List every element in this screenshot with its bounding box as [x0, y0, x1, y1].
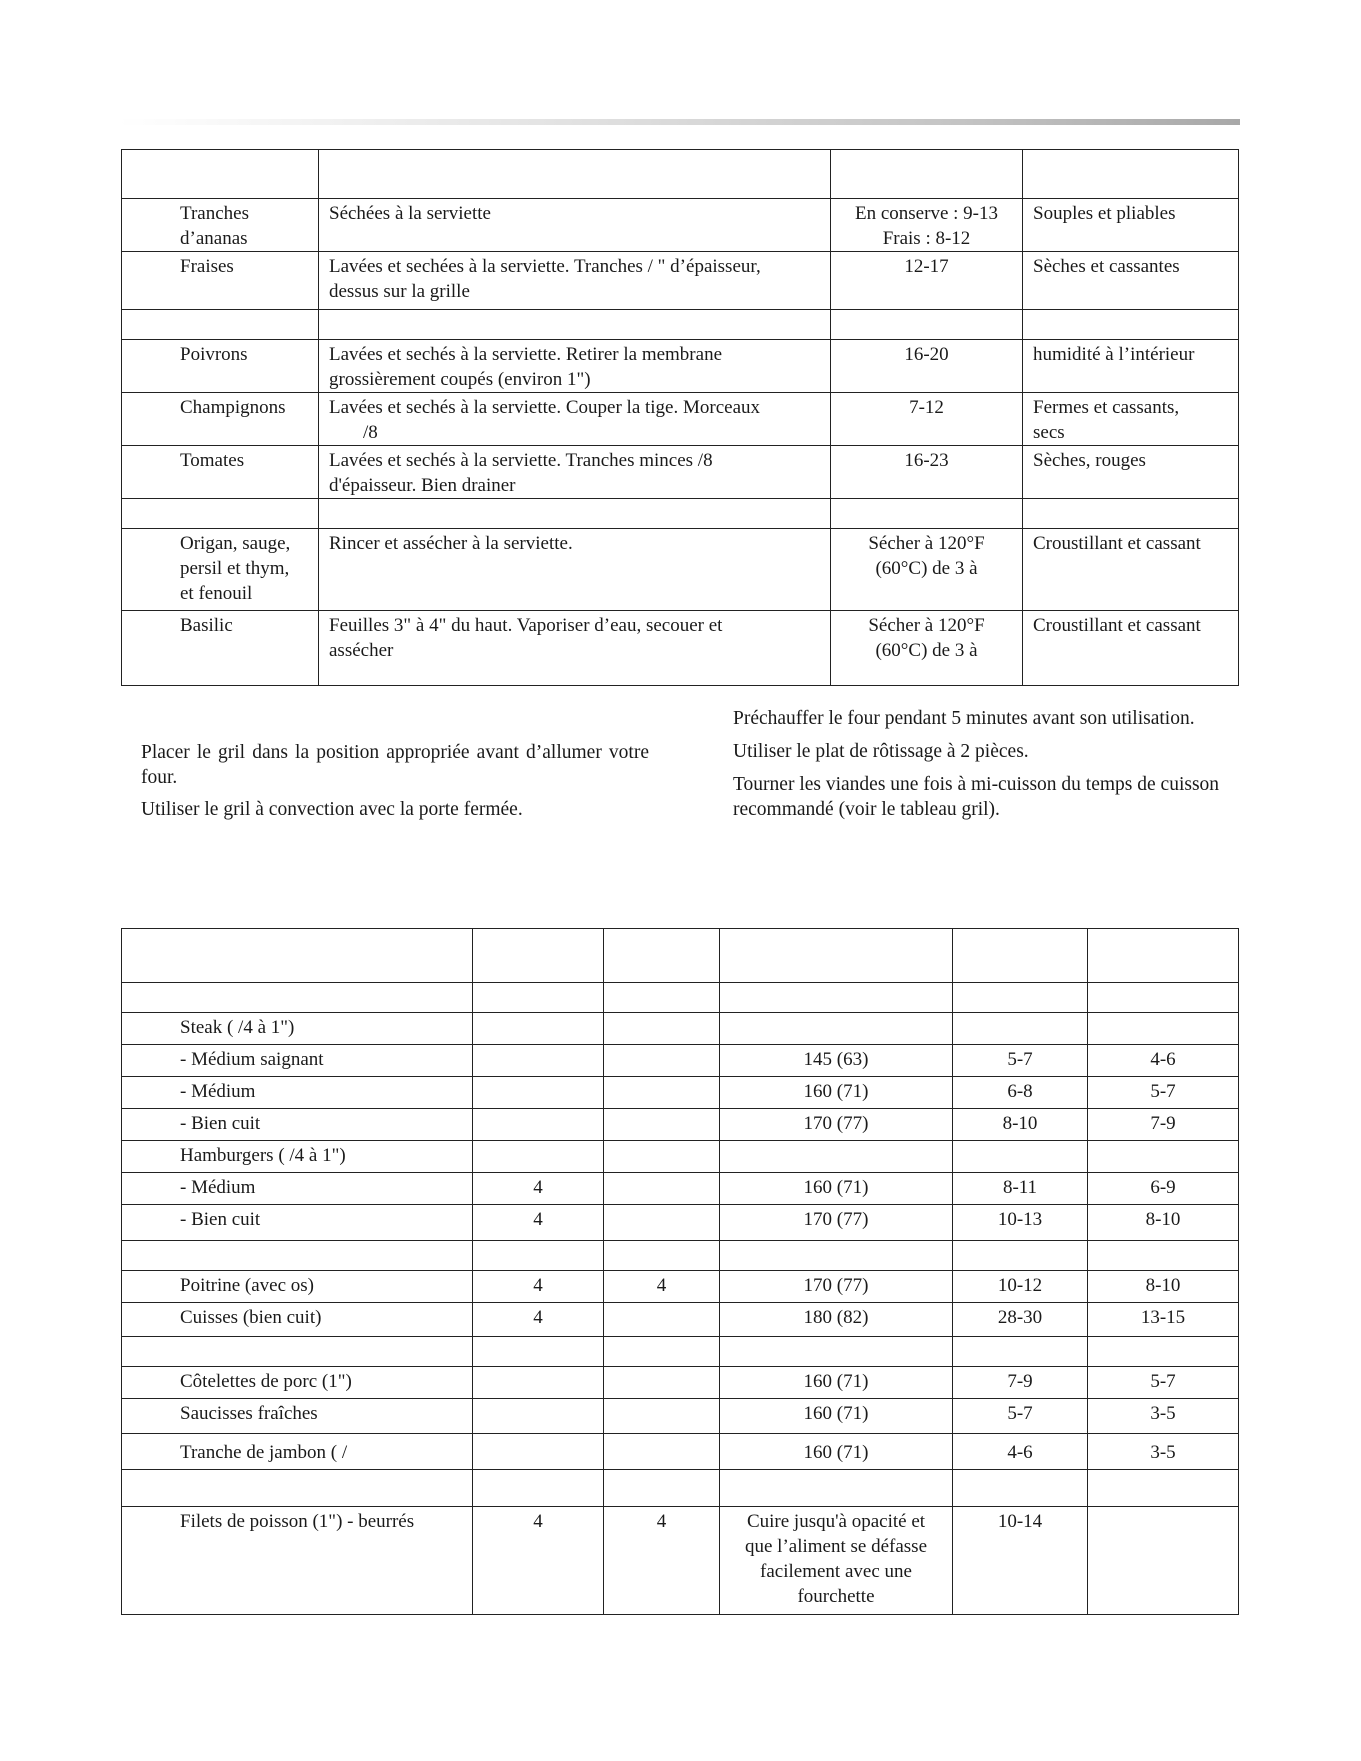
instruction-left-2: Utiliser le gril à convection avec la porte fermée.	[141, 799, 523, 820]
table-row: Steak ( /4 à 1")	[122, 1013, 1239, 1045]
header-cell	[319, 150, 831, 199]
section-row	[122, 1241, 1239, 1271]
time-cell: Sécher à 120°F (60°C) de 3 à	[831, 529, 1023, 611]
drying-table-header-row	[122, 150, 1239, 199]
broil-table	[121, 928, 1239, 1615]
test-cell: Souples et pliables	[1023, 199, 1239, 252]
broil-header-row	[122, 929, 1239, 983]
table-row: Tranche de jambon ( / 160 (71) 4-6 3-5	[122, 1434, 1239, 1470]
top-gradient-rule	[118, 119, 1240, 125]
header-cell	[1023, 150, 1239, 199]
table-row: Cuisses (bien cuit) 4 180 (82) 28-30 13-15	[122, 1303, 1239, 1337]
preparation-cell: Lavées et sechés à la serviette. Retirer la membrane grossièrement coupés (environ 1")	[319, 340, 831, 393]
header-cell	[473, 929, 604, 983]
test-cell: Sèches et cassantes	[1023, 252, 1239, 310]
drying-table	[121, 149, 1239, 686]
preparation-cell: Feuilles 3" à 4" du haut. Vaporiser d’eau, secouer et assécher	[319, 611, 831, 686]
table-row	[122, 393, 1239, 446]
section-row	[122, 310, 1239, 340]
table-row: Filets de poisson (1") - beurrés 4 4 Cuire jusqu'à opacité et que l’aliment se défasse facilement avec une fourchette 10-14	[122, 1507, 1239, 1615]
preparation-cell: Lavées et sechés à la serviette. Couper la tige. Morceaux /8	[319, 393, 831, 446]
preparation-cell: Lavées et sechés à la serviette. Tranches minces /8 d'épaisseur. Bien drainer	[319, 446, 831, 499]
instruction-right-1: Préchauffer le four pendant 5 minutes avant son utilisation.	[733, 708, 1195, 729]
test-cell: Croustillant et cassant	[1023, 611, 1239, 686]
food-cell: Poivrons	[122, 340, 319, 393]
table-row	[122, 446, 1239, 499]
time-cell: 12-17	[831, 252, 1023, 310]
test-cell: Sèches, rouges	[1023, 446, 1239, 499]
table-row: - Médium 160 (71) 6-8 5-7	[122, 1077, 1239, 1109]
test-cell: Croustillant et cassant	[1023, 529, 1239, 611]
table-row: Côtelettes de porc (1") 160 (71) 7-9 5-7	[122, 1367, 1239, 1399]
table-row: - Bien cuit 4 170 (77) 10-13 8-10	[122, 1205, 1239, 1241]
time-cell: En conserve : 9-13 Frais : 8-12	[831, 199, 1023, 252]
table-row	[122, 611, 1239, 686]
preparation-cell: Séchées à la serviette	[319, 199, 831, 252]
instruction-right-2: Utiliser le plat de rôtissage à 2 pièces.	[733, 741, 1029, 762]
food-cell: Origan, sauge, persil et thym, et fenouil	[122, 529, 319, 611]
food-cell: Fraises	[122, 252, 319, 310]
table-row: - Médium saignant 145 (63) 5-7 4-6	[122, 1045, 1239, 1077]
food-cell: Tomates	[122, 446, 319, 499]
header-cell	[122, 150, 319, 199]
section-row	[122, 1470, 1239, 1507]
food-cell: Champignons	[122, 393, 319, 446]
time-cell: Sécher à 120°F (60°C) de 3 à	[831, 611, 1023, 686]
header-cell	[831, 150, 1023, 199]
header-cell	[1088, 929, 1239, 983]
test-cell: humidité à l’intérieur	[1023, 340, 1239, 393]
time-cell: 16-23	[831, 446, 1023, 499]
table-row	[122, 529, 1239, 611]
instruction-right-3: Tourner les viandes une fois à mi-cuisson du temps de cuisson recommandé (voir le tableau gril).	[733, 774, 1220, 820]
table-row: Hamburgers ( /4 à 1")	[122, 1141, 1239, 1173]
food-cell: Tranches d’ananas	[122, 199, 319, 252]
header-cell	[604, 929, 720, 983]
table-row: Saucisses fraîches 160 (71) 5-7 3-5	[122, 1399, 1239, 1434]
header-cell	[122, 929, 473, 983]
section-row	[122, 983, 1239, 1013]
table-row	[122, 340, 1239, 393]
table-row: Poitrine (avec os) 4 4 170 (77) 10-12 8-10	[122, 1271, 1239, 1303]
table-row: - Bien cuit 170 (77) 8-10 7-9	[122, 1109, 1239, 1141]
food-cell: Basilic	[122, 611, 319, 686]
preparation-cell: Rincer et assécher à la serviette.	[319, 529, 831, 611]
preparation-cell: Lavées et sechées à la serviette. Tranches / " d’épaisseur, dessus sur la grille	[319, 252, 831, 310]
table-row	[122, 199, 1239, 252]
header-cell	[720, 929, 953, 983]
time-cell: 7-12	[831, 393, 1023, 446]
test-cell: Fermes et cassants, secs	[1023, 393, 1239, 446]
section-row	[122, 1337, 1239, 1367]
table-row: - Médium 4 160 (71) 8-11 6-9	[122, 1173, 1239, 1205]
table-row	[122, 252, 1239, 310]
time-cell: 16-20	[831, 340, 1023, 393]
section-row	[122, 499, 1239, 529]
instruction-left-1: Placer le gril dans la position appropriée avant d’allumer votre four.	[141, 742, 649, 788]
header-cell	[953, 929, 1088, 983]
